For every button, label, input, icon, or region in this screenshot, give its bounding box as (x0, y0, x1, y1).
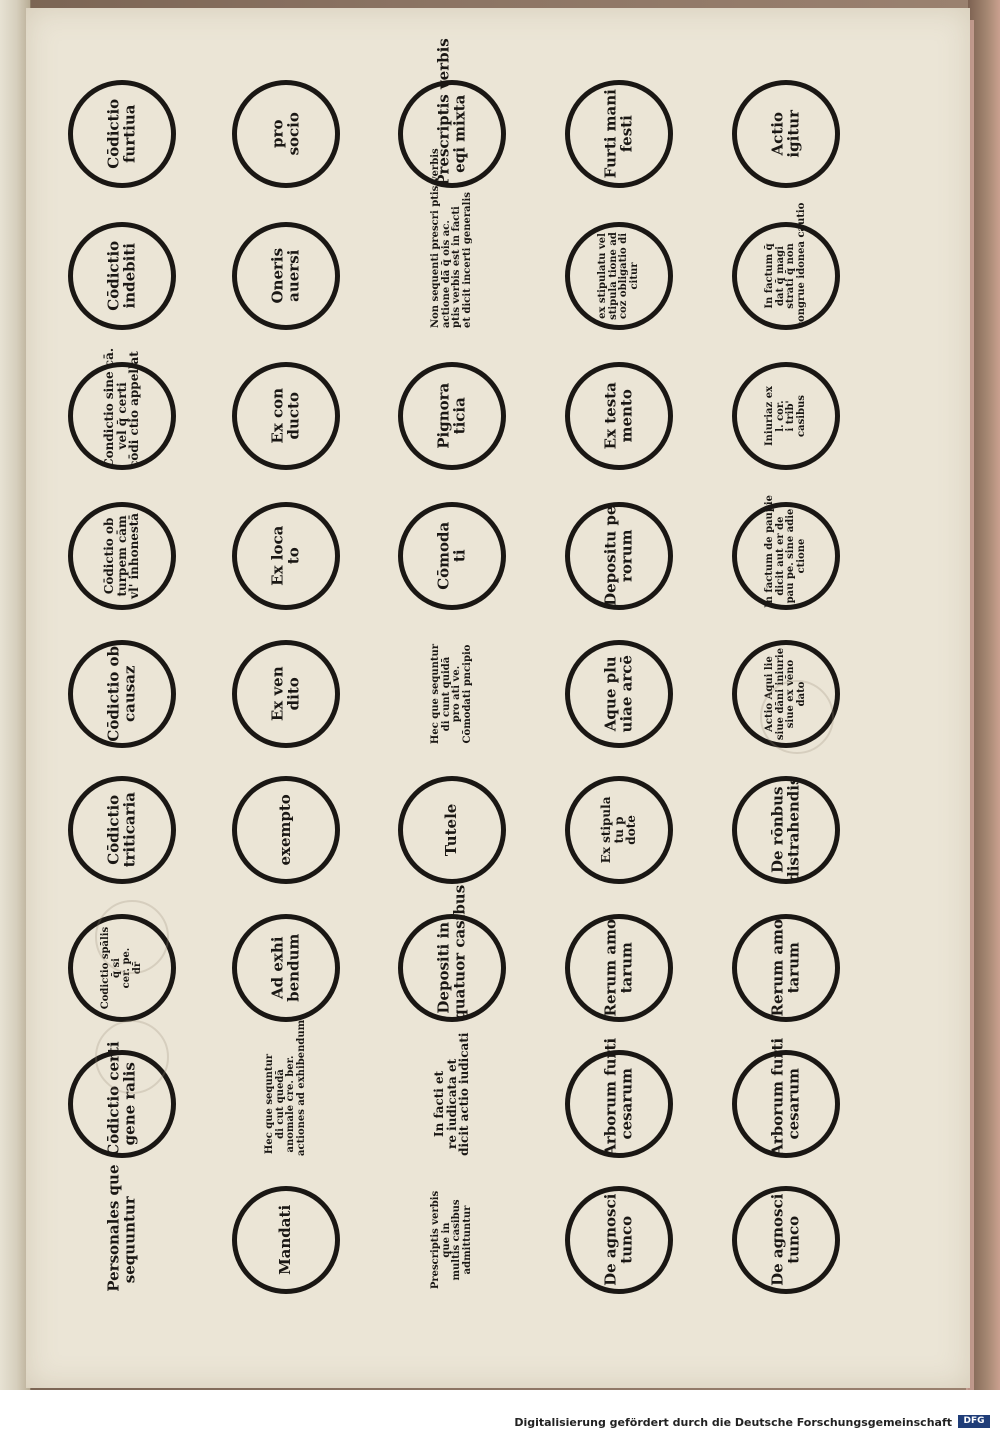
circle-label: In facti et re iudicata et dicit actio iudicati (432, 1032, 472, 1156)
circle-label: Cōdictio triticaria (104, 792, 138, 868)
circle-label: Prescriptis verbis que in multis casibus admittuntur (430, 1190, 473, 1290)
circle-label: Hec que sequntur di cunt quidā pro ati ve. Cōmodati pncipio (430, 643, 473, 745)
circle-label: Pignora ticia (434, 383, 468, 449)
circle-label: Ex testa mento (601, 382, 635, 450)
circle-label: Ex stipula tu p dote (599, 796, 639, 864)
circle-label: Cōdictio indebiti (104, 241, 138, 311)
dfg-logo: DFG (958, 1415, 990, 1428)
circle-label: Ex ven dito (268, 666, 302, 722)
circle-label: Cōdictio ob causaz (104, 646, 138, 742)
circle-label: De agnosci tunco (768, 1193, 802, 1287)
circle-label: Ex loca to (268, 525, 302, 587)
show-through-mark (95, 1020, 169, 1094)
circle-label: Cōmoda ti (434, 521, 468, 591)
circle-label: Depositi in quatuor casibus (434, 885, 468, 1020)
circle-label: pro socio (268, 112, 302, 156)
circle-label: Non sequenti prescri ptis verbis actione dā̄ q̄ ois ac. ptis verbis est in facti et dicit incerti generalis (430, 148, 473, 328)
circle-label: Condictio sine cā. vel q̄ certi cōdi ctio appellat (102, 348, 142, 468)
show-through-mark (95, 900, 169, 974)
circle-label: ex stipulatu vel stipula tione ad coz obligatio di citur (597, 232, 640, 320)
circle-label: Prescriptis verbis eqi mixta (434, 38, 468, 186)
circle-label: Rerum amo tarum (768, 919, 802, 1017)
circle-label: Cōdictio furtiua (104, 99, 138, 169)
circle-label: Actio Aqui lie siue dāni iniurie siue ex vēno dato (764, 647, 807, 741)
circle-label: In factum q̄ dat q̄ magi strati q̄ non congrue idonea cautio (764, 202, 807, 328)
footer-credit: Digitalisierung gefördert durch die Deutsche Forschungsgemeinschaft (514, 1416, 952, 1429)
circle-label: Aque plu uiae arcē (601, 655, 635, 733)
circle-label: Ex con ducto (268, 388, 302, 444)
show-through-mark (760, 680, 834, 754)
circle-label: Personales que sequuntur (104, 1164, 138, 1292)
circle-label: Arborum furti cesarum (768, 1038, 802, 1156)
circle-label: Cōdictio certi gene ralis (104, 1041, 138, 1156)
circle-label: Arborum furti cesarum (601, 1038, 635, 1156)
circle-label: Ad exhi bendum (268, 933, 302, 1003)
circle-label: Cōdictio ob turpem cām vl' inhonestā (102, 513, 142, 599)
circle-label: Furti mani festi (601, 89, 635, 179)
circle-label: Tutele (442, 803, 461, 857)
circle-label: Rerum amo tarum (601, 919, 635, 1017)
circle-label: Oneris auersi (268, 248, 302, 304)
circle-label: Codictio spālis q̄ si cer. pe. dr̄ (100, 926, 143, 1010)
circle-label: De rōnbus distrahendis (768, 776, 802, 882)
circle-label: In factum de paupie dicit aut er de pau pe. sine adie ctione (764, 495, 807, 608)
circle-label: Mandati (276, 1204, 295, 1276)
circle-label: Hec que sequntur di cut quedā anomale cre. ber. actiones ad exhibendum (264, 1019, 307, 1156)
circle-label: De agnosci tunco (601, 1193, 635, 1287)
circle-label: Iniuriaz ex l. cor. i trib' casibus (764, 385, 807, 447)
circle-label: Depositu pe rorum (601, 505, 635, 607)
circle-label: Actio igitur (768, 110, 802, 158)
circle-label: exempto (276, 794, 295, 866)
footer-bar (0, 1390, 1000, 1438)
